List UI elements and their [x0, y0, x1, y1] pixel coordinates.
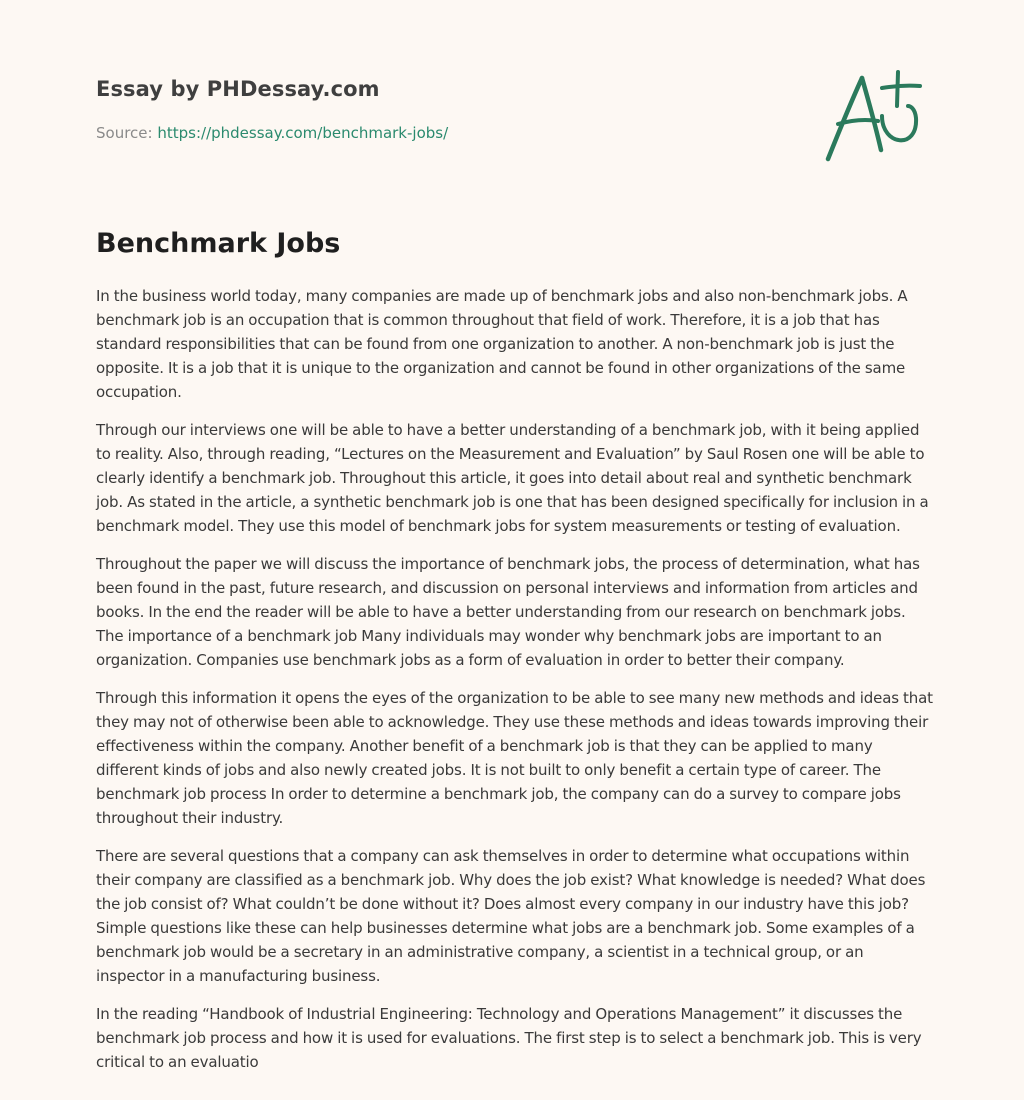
paragraph: In the reading “Handbook of Industrial Engineering: Technology and Operations Management” it discusses the benchmark job process and how it is used for evaluations. The first step is to select a benchmark job. This is very critical to an evaluatio	[96, 1005, 922, 1071]
source-link[interactable]: https://phdessay.com/benchmark-jobs/	[157, 124, 449, 142]
essay-body	[96, 284, 934, 1088]
source-line	[96, 122, 736, 144]
paragraph: Through our interviews one will be able to have a better understanding of a benchmark job, with it being applied to reality. Also, through reading, “Lectures on the Measurement and Evaluation” by Saul Rosen one will be able to clearly identify a benchmark job. Throughout this article, it goes into detail about real and synthetic benchmark job. As stated in the article, a synthetic benchmark job is one that has been designed specifically for inclusion in a benchmark model. They use this model of benchmark jobs for system measurements or testing of evaluation.	[96, 421, 929, 535]
paragraph: There are several questions that a company can ask themselves in order to determine what occupations within their company are classified as a benchmark job. Why does the job exist? What knowledge is needed? What does the job consist of? What couldn’t be done without it? Does almost every company in our industry have this job? Simple questions like these can help businesses determine what jobs are a benchmark job. Some examples of a benchmark job would be a secretary in an administrative company, a scientist in a technical group, or an inspector in a manufacturing business.	[96, 847, 926, 985]
paragraph: Through this information it opens the eyes of the organization to be able to see many new methods and ideas that they may not of otherwise been able to acknowledge. They use these methods and ideas towards improving their effectiveness within the company. Another benefit of a benchmark job is that they can be applied to many different kinds of jobs and also newly created jobs. It is not built to only benefit a certain type of career. The benchmark job process In order to determine a benchmark job, the company can do a survey to compare jobs throughout their industry.	[96, 689, 933, 827]
a-plus-logo-icon	[818, 66, 928, 166]
page-header	[96, 72, 736, 144]
paragraph: In the business world today, many companies are made up of benchmark jobs and also non-benchmark jobs. A benchmark job is an occupation that is common throughout that field of work. Therefore, it is a job that has standard responsibilities that can be found from one organization to another. A non-benchmark job is just the opposite. It is a job that it is unique to the organization and cannot be found in other organizations of the same occupation.	[96, 287, 908, 401]
source-label: Source:	[96, 124, 153, 142]
paragraph: Throughout the paper we will discuss the importance of benchmark jobs, the process of determination, what has been found in the past, future research, and discussion on personal interviews and information from articles and books. In the end the reader will be able to have a better understanding from our research on benchmark jobs. The importance of a benchmark job Many individuals may wonder why benchmark jobs are important to an organization. Companies use benchmark jobs as a form of evaluation in order to better their company.	[96, 555, 920, 669]
site-title: Essay by PHDessay.com	[96, 77, 380, 101]
document-title: Benchmark Jobs	[96, 228, 341, 259]
